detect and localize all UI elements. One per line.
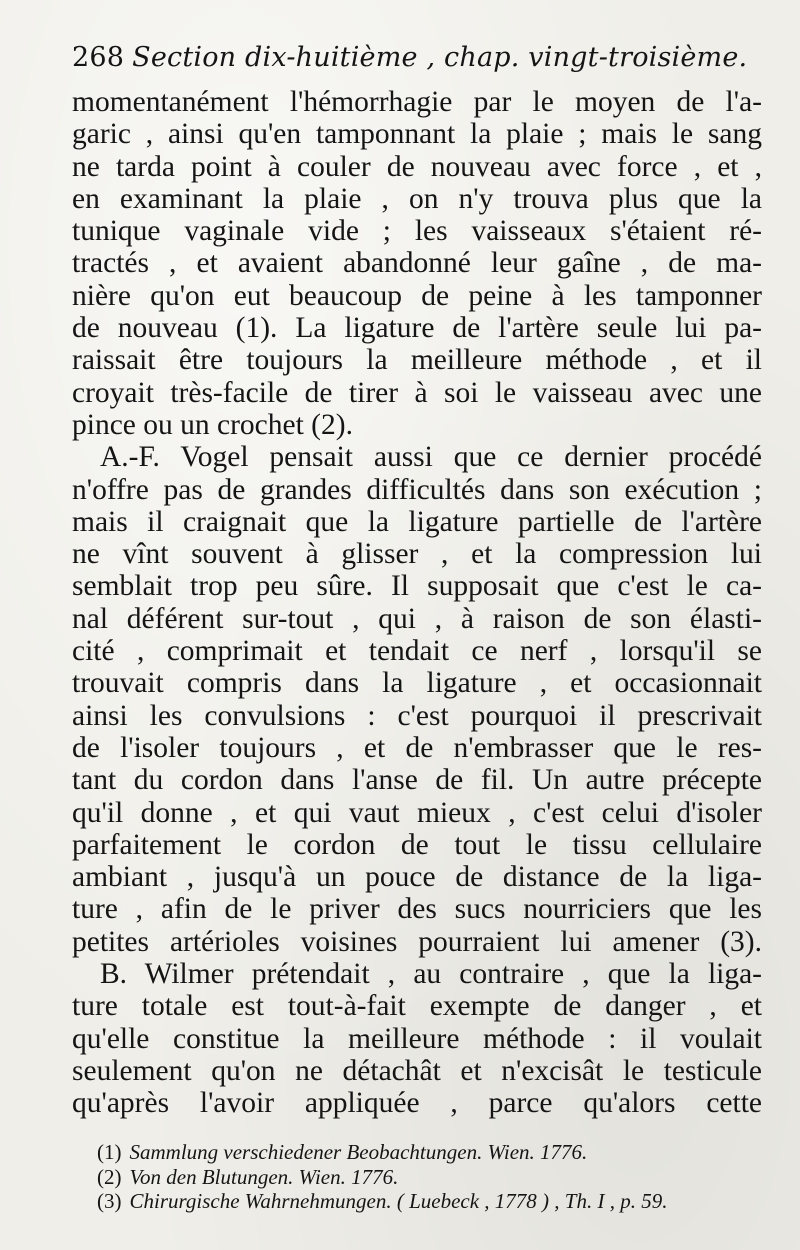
text-line: trouvait compris dans la ligature , et occasionnait [72, 667, 762, 700]
footnote-mark: (3) [97, 1189, 122, 1213]
text-line: garic , ainsi qu'en tamponnant la plaie ; mais le sang [72, 118, 762, 151]
text-line: raissait être toujours la meilleure méthode , et il [72, 344, 762, 377]
footnotes [97, 1140, 777, 1214]
text-line: pince ou un crochet (2). [72, 408, 353, 441]
running-title: Section dix-huitième , chap. vingt-troisième. [132, 42, 748, 73]
footnote [97, 1140, 777, 1165]
text-line: de nouveau (1). La ligature de l'artère seule lui pa- [72, 312, 762, 345]
text-line: nal déférent sur-tout , qui , à raison de son élasti- [72, 602, 762, 635]
body-text [72, 86, 762, 1120]
text-line: de l'isoler toujours , et de n'embrasser que le res- [72, 731, 762, 764]
text-line: en examinant la plaie , on n'y trouva plus que la [72, 182, 762, 215]
text-line: qu'il donne , et qui vaut mieux , c'est celui d'isoler [72, 796, 762, 829]
text-line: tractés , et avaient abandonné leur gaîne , de ma- [72, 247, 762, 280]
text-line: croyait très-facile de tirer à soi le vaisseau avec une [72, 376, 762, 409]
text-line: ne vînt souvent à glisser , et la compression lui [72, 538, 762, 571]
footnote-mark: (1) [97, 1140, 122, 1164]
text-line: n'offre pas de grandes difficultés dans son exécution ; [72, 473, 762, 506]
footnote-text: Sammlung verschiedener Beobachtungen. Wien. 1776. [129, 1140, 588, 1164]
text-line: ture totale est tout-à-fait exempte de danger , et [72, 990, 762, 1023]
text-line: momentanément l'hémorrhagie par le moyen de l'a- [72, 86, 762, 118]
text-line: qu'après l'avoir appliquée , parce qu'alors cette [72, 1087, 762, 1120]
paragraph-start-line: B. Wilmer prétendait , au contraire , que la liga- [100, 958, 762, 991]
text-line: semblait trop peu sûre. Il supposait que c'est le ca- [72, 570, 762, 603]
text-line: parfaitement le cordon de tout le tissu cellulaire [72, 828, 762, 861]
paragraph-start-line: A.-F. Vogel pensait aussi que ce dernier procédé [100, 441, 762, 474]
text-line: ainsi les convulsions : c'est pourquoi il prescrivait [72, 699, 762, 732]
text-line: ambiant , jusqu'à un pouce de distance de la liga- [72, 861, 762, 894]
footnote [97, 1165, 777, 1190]
text-line: ne tarda point à couler de nouveau avec force , et , [72, 150, 762, 183]
page-number: 268 [72, 42, 125, 73]
text-line: nière qu'on eut beaucoup de peine à les tamponner [72, 279, 762, 312]
text-line: tant du cordon dans l'anse de fil. Un autre précepte [72, 764, 762, 797]
text-line: mais il craignait que la ligature partielle de l'artère [72, 505, 762, 538]
running-head [72, 42, 762, 73]
footnote-text: Von den Blutungen. Wien. 1776. [129, 1164, 399, 1189]
text-line: qu'elle constitue la meilleure méthode : il voulait [72, 1022, 762, 1055]
footnote-mark: (2) [97, 1164, 122, 1189]
footnote-text: Chirurgische Wahrnehmungen. ( Luebeck , 1778 ) , Th. I , p. 59. [129, 1189, 668, 1213]
footnote [97, 1189, 777, 1214]
text-line: cité , comprimait et tendait ce nerf , lorsqu'il se [72, 635, 762, 668]
text-line: petites artérioles voisines pourraient lui amener (3). [72, 925, 762, 958]
text-line: tunique vaginale vide ; les vaisseaux s'étaient ré- [72, 215, 762, 248]
text-line: ture , afin de le priver des sucs nourriciers que les [72, 893, 762, 926]
text-line: seulement qu'on ne détachât et n'excisât le testicule [72, 1054, 762, 1087]
